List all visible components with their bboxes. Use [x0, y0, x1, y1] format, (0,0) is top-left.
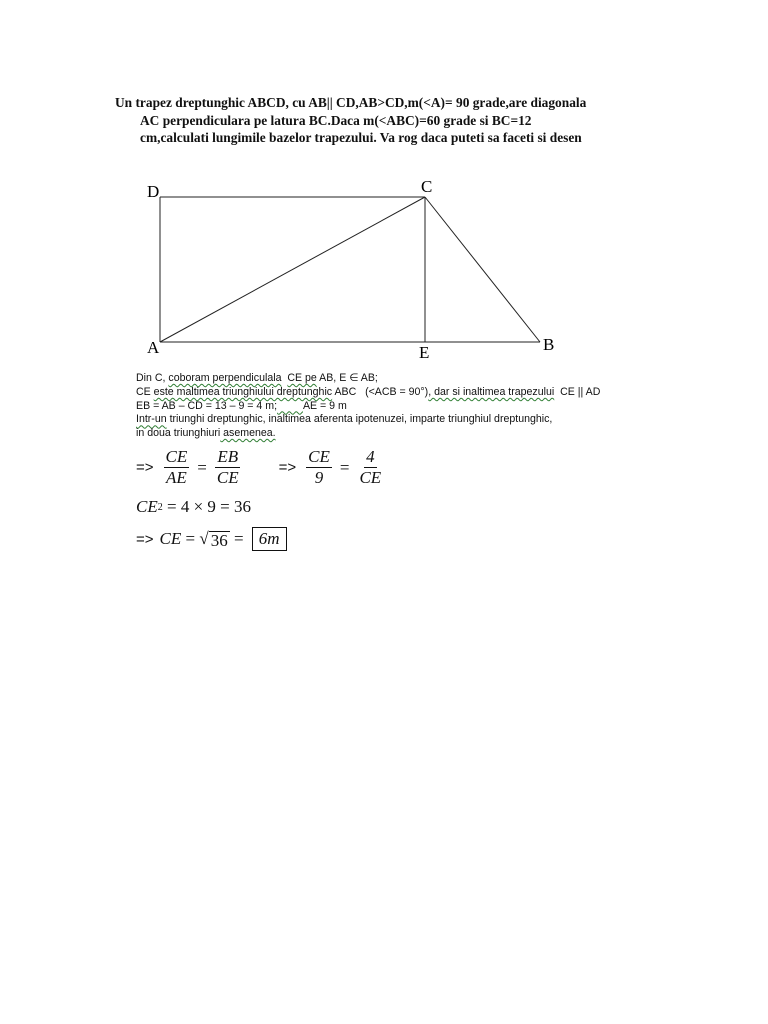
- square-root: √ 36: [199, 529, 228, 550]
- fraction-4-ce: $\frac{4}{CE}$: [359, 447, 382, 487]
- fraction-ce-9: $\frac{CE}{9}$: [308, 447, 330, 487]
- problem-line-1: Un trapez dreptunghic ABCD, cu AB|| CD,AB>CD,m(<A)= 90 grade,are diagonala: [115, 95, 587, 110]
- problem-line-2: AC perpendiculara pe latura BC.Daca m(<ABC)=60 grade si BC=12: [140, 112, 532, 128]
- solution-line-3: EB = AB – CD = 13 – 9 = 4 m; AE = 9 m: [136, 399, 347, 412]
- diagonal-ac: [160, 197, 425, 342]
- equation-ce-squared: CE 2 = 4 × 9 = 36: [136, 497, 251, 516]
- trapezoid-figure: [135, 172, 575, 364]
- fraction-ce-ae: $\frac{CE}{AE}$: [165, 447, 188, 487]
- problem-statement: [115, 94, 715, 147]
- label-d: D: [147, 182, 160, 201]
- boxed-result: 6m: [252, 527, 287, 551]
- equation-proportion: => $\frac{CE}{AE}$ = $\frac{EB}{CE}$ => $\frac{CE}{9}$ = $\frac{4}{CE}$: [136, 447, 382, 487]
- side-cb: [425, 197, 540, 342]
- equation-ce-result: => CE = √ 36 = 6m: [136, 527, 287, 551]
- fraction-eb-ce: $\frac{EB}{CE}$: [216, 447, 239, 487]
- label-e: E: [419, 343, 430, 362]
- solution-text: [136, 372, 676, 441]
- solution-line-5: in doua triunghiuri asemenea.: [136, 427, 276, 440]
- problem-line-3: cm,calculati lungimile bazelor trapezului. Va rog daca puteti sa faceti si desen: [140, 130, 582, 145]
- solution-line-4: Intr-un triunghi dreptunghic, inaltimea aferenta ipotenuzei, imparte triunghiul dreptunghic,: [136, 413, 553, 426]
- solution-line-2: CE este maltimea triunghiului dreptunghic ABC (<ACB = 90°), dar si inaltimea trapezului CE || AD: [136, 385, 601, 398]
- label-b: B: [543, 335, 555, 354]
- label-c: C: [421, 177, 433, 196]
- label-a: A: [147, 338, 160, 357]
- solution-line-1: Din C, coboram perpendiculala CE pe AB, E ∈ AB;: [136, 372, 378, 384]
